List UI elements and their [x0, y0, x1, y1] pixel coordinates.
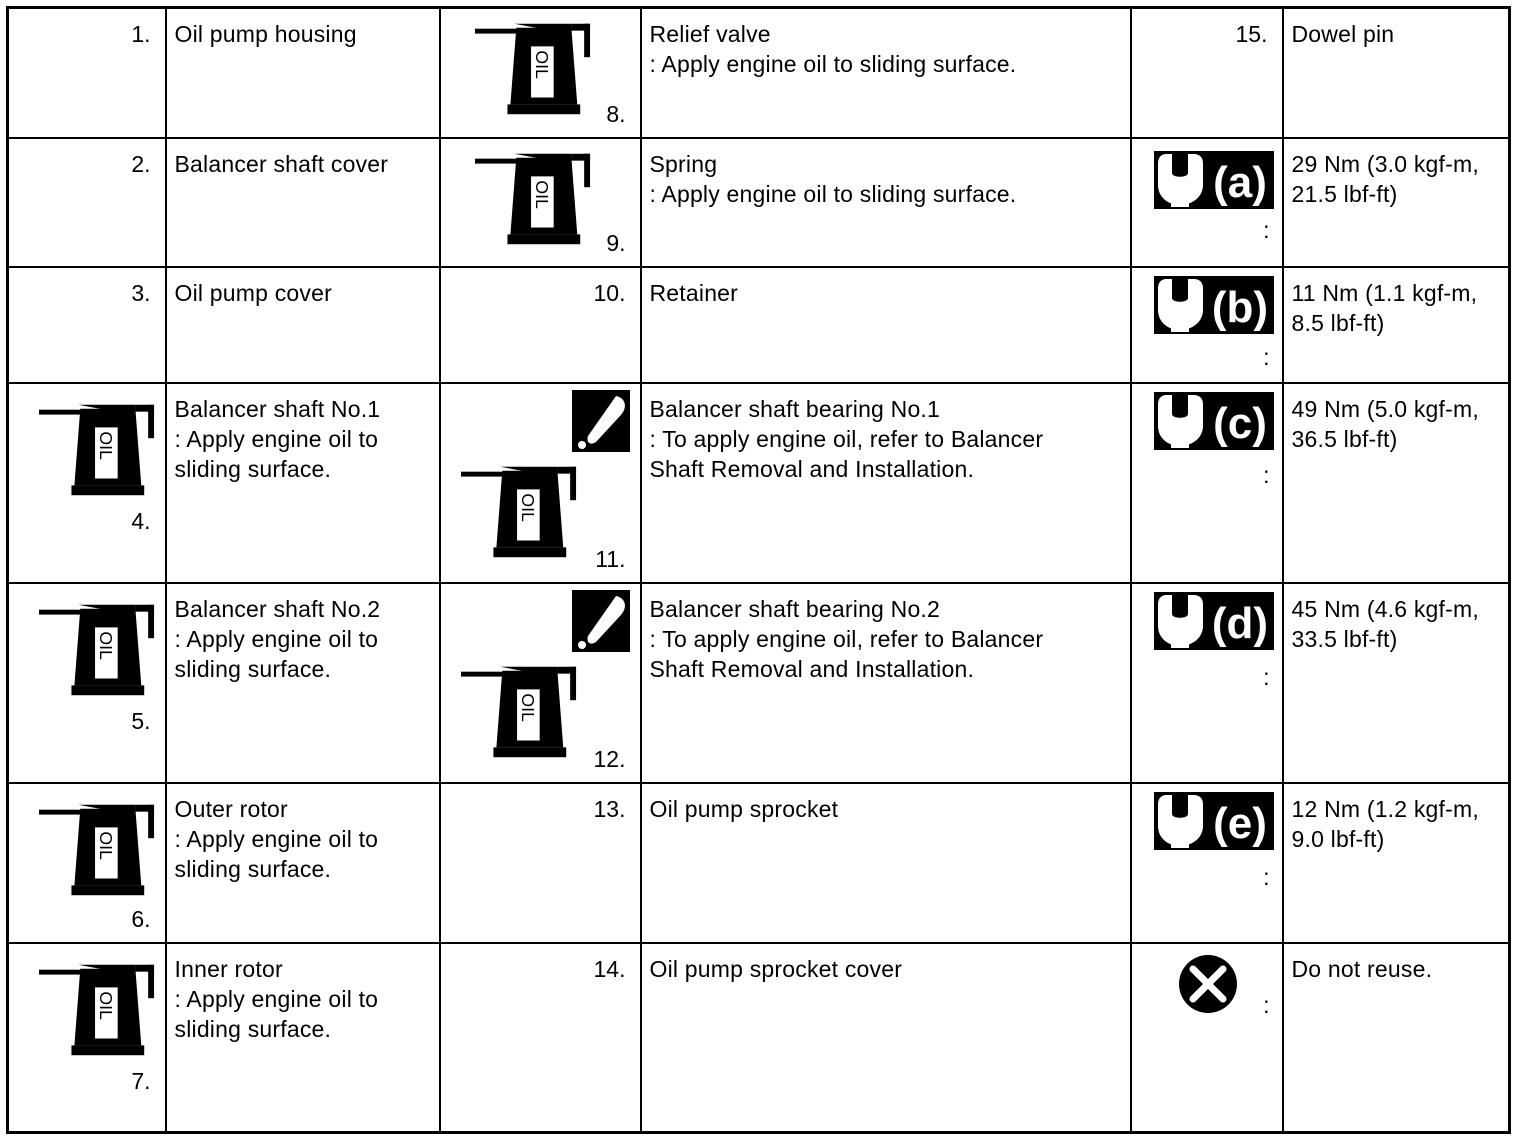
item-description-cell: [166, 583, 440, 783]
item-description: Outer rotor : Apply engine oil to sliding surface.: [174, 795, 379, 882]
item-number: 9.: [606, 229, 626, 256]
torque-letter: (d): [1211, 598, 1268, 648]
item-number-cell: [8, 267, 166, 383]
item-description-cell: [166, 138, 440, 267]
item-number-cell: [440, 8, 641, 138]
item-description: Balancer shaft No.1 : Apply engine oil to sliding surface.: [174, 395, 381, 482]
item-number: 6.: [131, 905, 151, 932]
item-description: Oil pump sprocket cover: [649, 955, 903, 982]
item-description: Oil pump sprocket: [649, 795, 839, 822]
oil-can-icon: [39, 802, 157, 898]
item-number: 12.: [593, 745, 626, 772]
item-number-cell: [440, 943, 641, 1133]
item-description-cell: [641, 8, 1131, 138]
oil-can-icon: [39, 602, 157, 698]
item-description: Balancer shaft bearing No.2 : To apply engine oil, refer to Balancer Shaft Removal and Installation.: [649, 595, 1044, 682]
item-description-cell: [166, 783, 440, 943]
item-number: 4.: [131, 507, 151, 534]
item-description-cell: [641, 943, 1131, 1133]
item-number-cell: [8, 583, 166, 783]
item-description-cell: [166, 383, 440, 583]
legend-table: [6, 6, 1511, 1134]
oil-can-icon: [39, 402, 157, 498]
item-number: 7.: [131, 1067, 151, 1094]
item-description: 45 Nm (4.6 kgf-m, 33.5 lbf-ft): [1291, 595, 1479, 652]
item-number: 2.: [131, 150, 151, 177]
item-number-cell: [8, 783, 166, 943]
item-description-cell: [1283, 267, 1510, 383]
item-number: 11.: [595, 545, 626, 572]
item-number: 1.: [131, 21, 151, 47]
item-description-cell: [641, 138, 1131, 267]
item-number-cell: [440, 783, 641, 943]
torque-symbol-cell: [1131, 583, 1283, 783]
item-number: 8.: [606, 100, 626, 127]
oil-can-icon: [475, 21, 593, 117]
item-description-cell: [641, 783, 1131, 943]
colon: :: [1263, 216, 1270, 243]
item-description-cell: [166, 267, 440, 383]
item-description: 11 Nm (1.1 kgf-m, 8.5 lbf-ft): [1291, 279, 1478, 336]
item-description-cell: [641, 267, 1131, 383]
colon: :: [1263, 461, 1270, 488]
oil-can-icon: [39, 962, 157, 1058]
torque-symbol-cell: [1131, 383, 1283, 583]
item-number: 10.: [593, 279, 626, 306]
item-number-cell: [8, 8, 166, 138]
item-description-cell: [641, 383, 1131, 583]
item-number-cell: [1131, 8, 1283, 138]
item-description: Retainer: [649, 279, 739, 306]
colon: :: [1263, 991, 1270, 1018]
oil-drop-icon: [572, 590, 630, 652]
table-row: [8, 138, 1510, 267]
item-description: Oil pump housing: [174, 21, 357, 47]
item-number-cell: [8, 943, 166, 1133]
item-description-cell: [166, 943, 440, 1133]
item-number-cell: [8, 138, 166, 267]
table-row: [8, 8, 1510, 138]
item-number: 3.: [131, 279, 151, 306]
torque-letter: (a): [1212, 157, 1267, 207]
item-description-cell: [641, 583, 1131, 783]
torque-letter: (c): [1212, 398, 1267, 448]
item-description-cell: [1283, 783, 1510, 943]
item-number-cell: [440, 138, 641, 267]
item-description: Balancer shaft cover: [174, 150, 389, 177]
torque-symbol-cell: [1131, 267, 1283, 383]
item-number-cell: [440, 583, 641, 783]
colon: :: [1263, 863, 1270, 890]
oil-can-icon: [475, 151, 593, 247]
item-description-cell: [1283, 943, 1510, 1133]
item-description: Spring : Apply engine oil to sliding surface.: [649, 150, 1017, 207]
item-description: 12 Nm (1.2 kgf-m, 9.0 lbf-ft): [1291, 795, 1479, 852]
item-number-cell: [8, 383, 166, 583]
table-row: [8, 783, 1510, 943]
item-number: 15.: [1235, 21, 1268, 47]
item-description: Dowel pin: [1291, 21, 1395, 47]
item-number-cell: [440, 383, 641, 583]
table-row: [8, 267, 1510, 383]
item-description: Oil pump cover: [174, 279, 332, 306]
wrench-icon: [1154, 276, 1274, 334]
item-description-cell: [1283, 583, 1510, 783]
torque-symbol-cell: [1131, 138, 1283, 267]
item-description: Do not reuse.: [1291, 955, 1433, 982]
oil-drop-icon: [572, 390, 630, 452]
item-number-cell: [440, 267, 641, 383]
item-description-cell: [1283, 8, 1510, 138]
item-number: 13.: [593, 795, 626, 822]
wrench-icon: [1154, 592, 1274, 650]
oil-can-icon: [461, 664, 579, 760]
item-description: 49 Nm (5.0 kgf-m, 36.5 lbf-ft): [1291, 395, 1479, 452]
item-description-cell: [1283, 383, 1510, 583]
item-description: Inner rotor : Apply engine oil to sliding surface.: [174, 955, 379, 1042]
table-row: [8, 583, 1510, 783]
wrench-icon: [1154, 151, 1274, 209]
table-row: [8, 943, 1510, 1133]
item-description: Balancer shaft No.2 : Apply engine oil to sliding surface.: [174, 595, 381, 682]
item-description: Balancer shaft bearing No.1 : To apply engine oil, refer to Balancer Shaft Removal and Installation.: [649, 395, 1044, 482]
colon: :: [1263, 663, 1270, 690]
item-description-cell: [1283, 138, 1510, 267]
colon: :: [1263, 343, 1270, 370]
item-number: 14.: [593, 955, 626, 982]
item-number: 5.: [131, 707, 151, 734]
wrench-icon: [1154, 792, 1274, 850]
torque-letter: (e): [1212, 798, 1267, 848]
torque-letter: (b): [1211, 282, 1268, 332]
wrench-icon: [1154, 392, 1274, 450]
no-reuse-icon: [1178, 954, 1238, 1014]
torque-symbol-cell: [1131, 783, 1283, 943]
table-row: [8, 383, 1510, 583]
no-reuse-symbol-cell: [1131, 943, 1283, 1133]
item-description-cell: [166, 8, 440, 138]
item-description: Relief valve : Apply engine oil to sliding surface.: [649, 21, 1017, 77]
item-description: 29 Nm (3.0 kgf-m, 21.5 lbf-ft): [1291, 150, 1479, 207]
oil-can-icon: [461, 464, 579, 560]
